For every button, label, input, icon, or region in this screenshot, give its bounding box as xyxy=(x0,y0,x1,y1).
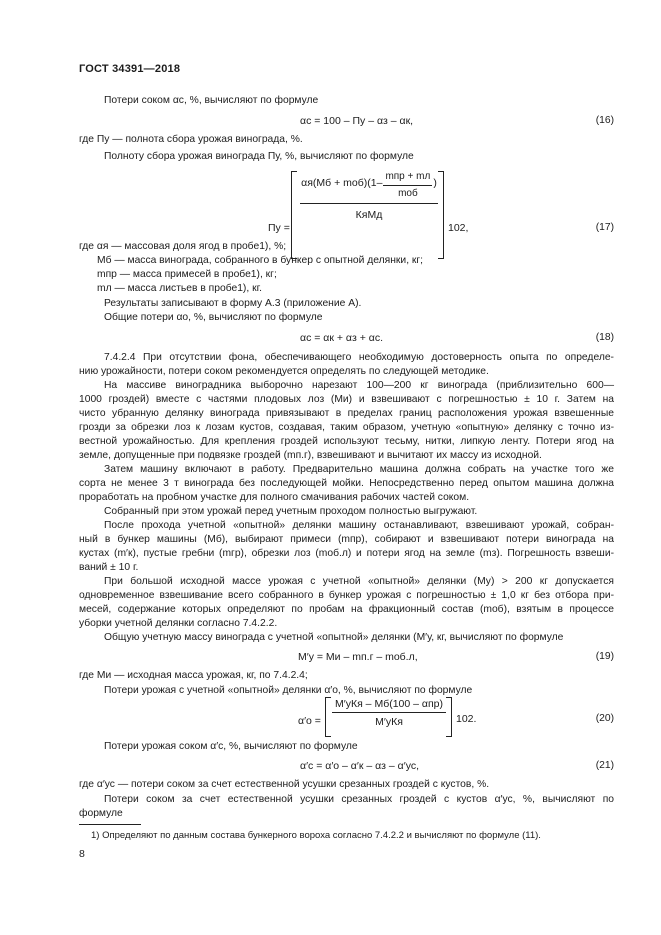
equation-20-fraction xyxy=(332,697,446,729)
paragraph-line: Потери соком за счет естественной усушки срезанных гроздей с кустов α′ус, %, вычисляют по xyxy=(104,794,614,805)
equation-number: (20) xyxy=(595,713,614,724)
paragraph-line: ный в бункер машины (Мб), выбирают примеси (mпр), собирают и взвешивают потери винограда на xyxy=(79,534,614,545)
text-line: где αя — массовая доля ягод в пробе1), %; xyxy=(79,241,287,252)
text-line: Мб — масса винограда, собранного в бункер с опытной делянки, кг; xyxy=(97,255,424,266)
paragraph-line: уборки учетной делянки согласно 7.4.2.2. xyxy=(79,618,278,629)
document-header: ГОСТ 34391—2018 xyxy=(79,63,181,75)
equation-20-denominator: М′уКя xyxy=(375,716,403,728)
footnote-rule xyxy=(79,824,141,825)
paragraph-line: После прохода учетной «опытной» делянки машину останавливают, взвешивают урожай, собран- xyxy=(104,520,614,531)
equation-18: αс = αк + αз + αс. xyxy=(300,332,384,344)
footnote: 1) Определяют по данным состава бункерного вороха согласно 7.4.2.2 и вычисляют по формуле (11). xyxy=(91,830,541,841)
equation-17-close: ) xyxy=(433,177,437,190)
text-line: где Пу — полнота сбора урожая винограда, %. xyxy=(79,134,303,145)
equation-20-power: 102. xyxy=(456,713,477,725)
text-line: Общие потери αо, %, вычисляют по формуле xyxy=(104,312,323,323)
text-line: mпр — масса примесей в пробе1), кг; xyxy=(97,269,277,280)
text-line: Потери урожая с учетной «опытной» делянки α′о, %, вычисляют по формуле xyxy=(104,685,473,696)
paragraph-line: кустах (m′к), пустые гребни (mгр), обрезки лоз (mоб.л) и потери ягод на земле (mз). Погрешность взвеши- xyxy=(79,548,614,559)
paragraph-line: Общую учетную массу винограда с учетной «опытной» делянки (М′у, кг, вычисляют по формуле xyxy=(104,632,564,643)
text-line: где α′ус — потери соком за счет естественной усушки срезанных гроздей с кустов, %. xyxy=(79,779,490,790)
inner-numerator: mпр + mл xyxy=(383,170,432,186)
paragraph-line: 1000 гроздей) вместе с частями плодовых лоз (Ми) и взвешивают с погрешностью ± 10 г. Затем на xyxy=(79,394,614,405)
text-line: mл — масса листьев в пробе1), кг. xyxy=(97,283,262,294)
paragraph-line: земле, допущенные при подвязке гроздей (mп.г), взвешивают и вычитают их массу из исходной. xyxy=(79,450,542,461)
text-line: Потери урожая соком α′с, %, вычисляют по формуле xyxy=(104,741,358,752)
equation-19: М′у = Ми – mп.г – mоб.л, xyxy=(298,651,418,663)
paragraph-line: формуле xyxy=(79,808,123,819)
equation-number: (17) xyxy=(595,222,614,233)
equation-17-power: 102, xyxy=(448,222,469,234)
paragraph-line: Затем машину включают в работу. Предварительно машина должна собрать на участке того же xyxy=(104,464,614,475)
text-line: где Ми — исходная масса урожая, кг, по 7.4.2.4; xyxy=(79,670,308,681)
paragraph-line: чисто убранную делянку винограда привязывают в пределах границ расположения урожая взвешенные xyxy=(79,408,614,419)
paragraph-line: 7.4.2.4 При отсутствии фона, обеспечивающего необходимую достоверность опыта по определе- xyxy=(104,352,614,363)
paragraph-line: проработать на пробном участке для полного смачивания рабочих частей соком. xyxy=(79,492,470,503)
text-line: Результаты записывают в форму А.3 (приложение А). xyxy=(104,298,362,309)
text-line: Полноту сбора урожая винограда Пу, %, вычисляют по формуле xyxy=(104,151,414,162)
equation-21: α′с = α′о – α′к – αз – α′ус, xyxy=(300,760,420,772)
bracket-right xyxy=(446,697,452,737)
page-number: 8 xyxy=(79,848,85,860)
equation-17-numerator: αя(Мб + mоб)(1– xyxy=(301,177,383,190)
inner-denominator: mоб xyxy=(398,188,418,199)
bracket-left xyxy=(291,171,297,259)
equation-number: (18) xyxy=(595,332,614,343)
equation-number: (19) xyxy=(595,651,614,662)
text-line: Потери соком αс, %, вычисляют по формуле xyxy=(104,95,319,106)
paragraph-line: нию урожайности, потери соком рекомендуется определять по следующей методике. xyxy=(79,366,489,377)
equation-number: (16) xyxy=(595,115,614,126)
equation-17-lhs: Пу = xyxy=(268,222,290,234)
paragraph-line: сорта не менее 3 т винограда без последующей мойки. Непосредственно перед опытом машина должна xyxy=(79,478,614,489)
paragraph-line: При большой исходной массе урожая с учетной «опытной» делянки (Му) > 200 кг допускается xyxy=(104,576,614,587)
equation-17-denominator: КяМд xyxy=(355,209,383,221)
bracket-right xyxy=(438,171,444,259)
equation-number: (21) xyxy=(595,760,614,771)
equation-20-numerator: М′уКя – Мб(100 – αпр) xyxy=(332,697,446,713)
paragraph-line: Собранный при этом урожай перед учетным проходом полностью выгружают. xyxy=(104,506,478,517)
equation-20-lhs: α′о = xyxy=(298,715,321,727)
paragraph-line: На массиве виноградника выборочно нарезают 100—200 кг винограда (приблизительно 600— xyxy=(104,380,614,391)
paragraph-line: вестной урожайностью. Для крепления гроздей используют тесьму, нитки, липкую ленту. Потери ягод на xyxy=(79,436,614,447)
equation-16: αс = 100 – Пу – αз – αк, xyxy=(300,115,414,127)
paragraph-line: месей, содержание которых определяют по пробам на фракционный состав (mоб), взятым в процессе xyxy=(79,604,614,615)
equation-17-fraction xyxy=(300,170,438,222)
bracket-left xyxy=(325,697,331,737)
paragraph-line: одновременное взвешивание всего собранного в бункер урожая с погрешностью ± 1,0 кг без отбора при- xyxy=(79,590,614,601)
paragraph-line: ваний ± 10 г. xyxy=(79,562,139,573)
paragraph-line: грозди за обрезки лоз к лозам кустов, создавая, таким образом, учетную «опытную» делянку с точно из- xyxy=(79,422,614,433)
